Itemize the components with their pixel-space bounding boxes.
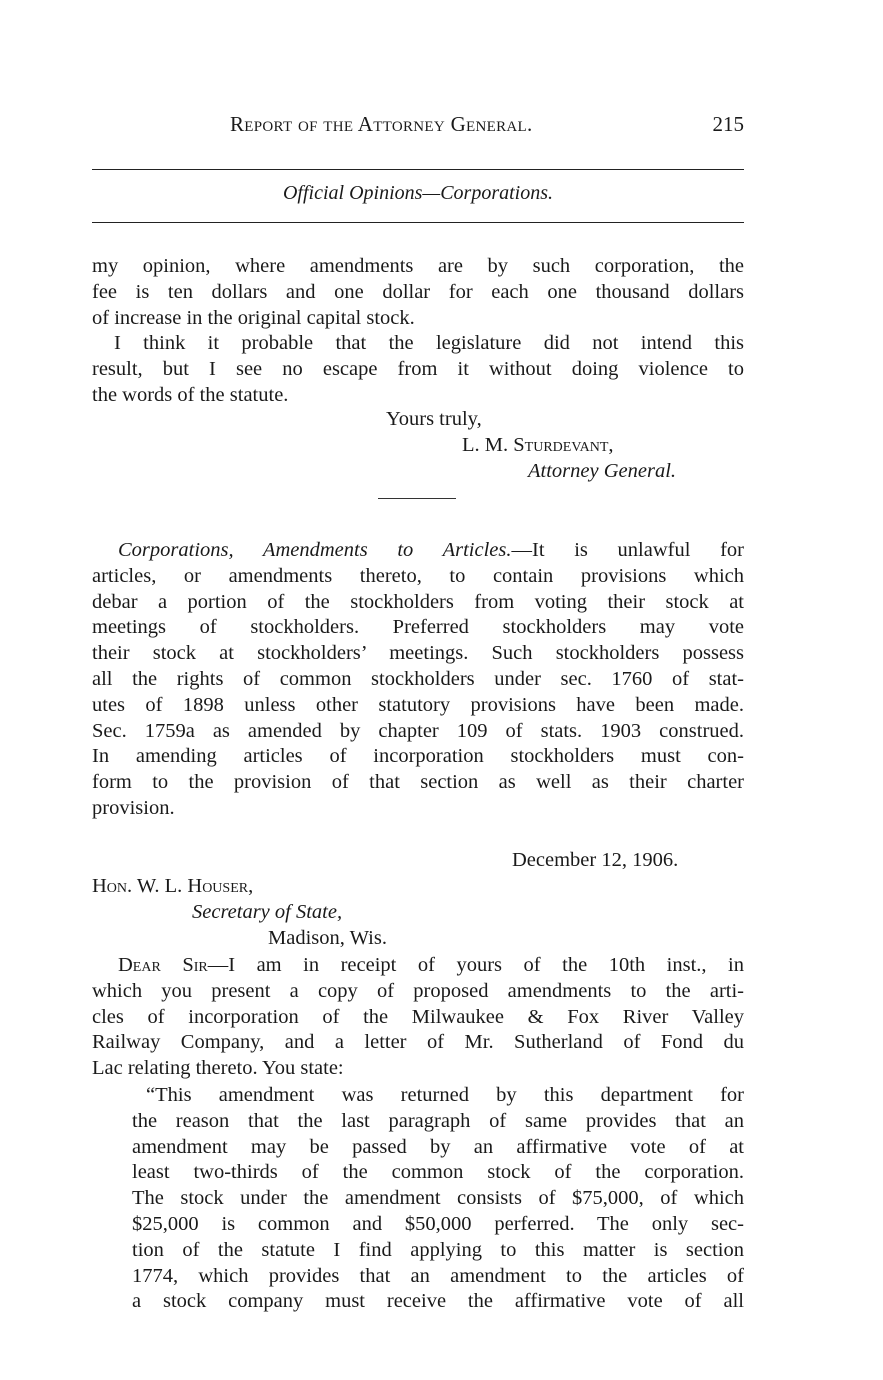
text-line <box>92 538 744 564</box>
signature-name: L. M. Sturdevant, <box>462 434 614 456</box>
text-line: all the rights of common stockholders under sec. 1760 of stat- <box>92 667 744 690</box>
second-paragraph <box>92 331 744 408</box>
salutation: Dear Sir <box>118 954 208 976</box>
text-line: the reason that the last paragraph of same provides that an <box>132 1109 744 1132</box>
header-rule-top <box>92 169 744 170</box>
text-line: of increase in the original capital stock. <box>92 306 415 329</box>
quoted-passage <box>132 1083 744 1315</box>
text-line: debar a portion of the stockholders from voting their stock at <box>92 590 744 613</box>
text-line: meetings of stockholders. Preferred stockholders may vote <box>92 616 744 639</box>
page-number: 215 <box>712 112 744 136</box>
syllabus-title: Corporations, Amendments to Articles. <box>118 539 512 561</box>
text-line: provision. <box>92 796 175 819</box>
text-line: Lac relating thereto. You state: <box>92 1057 344 1080</box>
syllabus-line-start: —It is unlawful for <box>511 539 744 561</box>
text-line: fee is ten dollars and one dollar for each one thousand dollars <box>92 280 744 303</box>
text-line: their stock at stockholders’ meetings. Such stockholders possess <box>92 642 744 665</box>
text-line: In amending articles of incorporation stockholders must con- <box>92 745 744 768</box>
text-line: a stock company must receive the affirmative vote of all <box>132 1290 744 1313</box>
text-line: “This amendment was returned by this department for <box>146 1084 744 1106</box>
text-line: cles of incorporation of the Milwaukee & Fox River Valley <box>92 1005 744 1028</box>
addressee-name: Hon. W. L. Houser, <box>92 875 254 897</box>
opening-paragraph <box>92 254 744 331</box>
addressee-title: Secretary of State, <box>192 901 343 923</box>
text-line: Sec. 1759a as amended by chapter 109 of stats. 1903 construed. <box>92 719 744 742</box>
running-title: Report of the Attorney General. <box>230 112 533 136</box>
text-line: articles, or amendments thereto, to contain provisions which <box>92 564 744 587</box>
text-line: $25,000 is common and $50,000 perferred. The only sec- <box>132 1212 744 1235</box>
addressee-place: Madison, Wis. <box>268 927 387 949</box>
text-line: my opinion, where amendments are by such corporation, the <box>92 255 744 277</box>
text-line: tion of the statute I find applying to this matter is section <box>132 1238 744 1261</box>
signature-closing: Yours truly, <box>386 408 482 430</box>
text-line: form to the provision of that section as well as their charter <box>92 771 744 794</box>
section-heading: Official Opinions—Corporations. <box>282 182 554 204</box>
letter-line-start: —I am in receipt of yours of the 10th inst., in <box>207 954 744 976</box>
text-line: amendment may be passed by an affirmative vote of at <box>132 1135 744 1158</box>
section-divider <box>378 498 456 499</box>
text-line: least two-thirds of the common stock of the corporation. <box>132 1161 744 1184</box>
text-line: the words of the statute. <box>92 383 289 406</box>
text-line: I think it probable that the legislature did not intend this <box>114 332 744 354</box>
text-line: which you present a copy of proposed amendments to the arti- <box>92 979 744 1002</box>
signature-title: Attorney General. <box>528 460 677 482</box>
text-line: 1774, which provides that an amendment to the articles of <box>132 1264 744 1287</box>
text-line: The stock under the amendment consists of $75,000, of which <box>132 1187 744 1210</box>
text-line: Railway Company, and a letter of Mr. Sutherland of Fond du <box>92 1031 744 1054</box>
text-line <box>92 953 744 979</box>
letter-body <box>92 953 744 1082</box>
running-header <box>92 112 744 142</box>
header-rule-bottom <box>92 222 744 223</box>
text-line: utes of 1898 unless other statutory provisions have been made. <box>92 693 744 716</box>
text-line: result, but I see no escape from it without doing violence to <box>92 357 744 380</box>
letter-date: December 12, 1906. <box>512 849 679 871</box>
syllabus-paragraph <box>92 538 744 822</box>
